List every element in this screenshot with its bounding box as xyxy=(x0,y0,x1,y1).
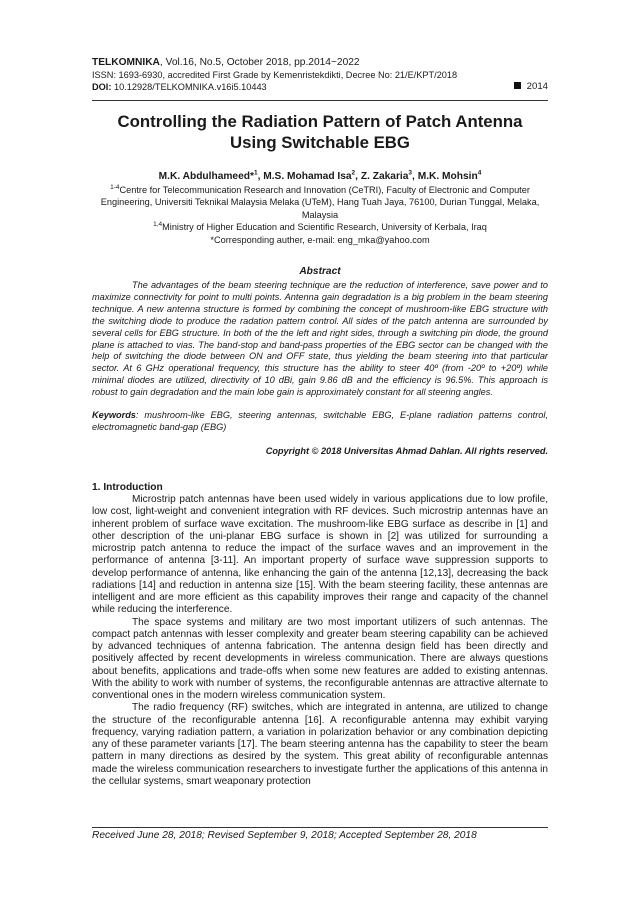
author-sup: 2 xyxy=(351,169,356,177)
journal-line xyxy=(92,57,548,69)
author-3 xyxy=(361,171,412,182)
footer-rule xyxy=(92,827,548,828)
page-number-group xyxy=(514,81,548,93)
header-rule xyxy=(92,100,548,101)
affiliation-2 xyxy=(92,221,548,233)
keywords-label: Keywords xyxy=(92,410,136,420)
doi-label: DOI: xyxy=(92,82,112,93)
paragraph: The radio frequency (RF) switches, which are integrated in antenna, are utilized to change the structure of the reconfigurable antenna [16]. A reconfigurable antenna may exhibit varying frequency, varying radiation pattern, a variation in polarization behavior or any combination depicting any of these parameter variants [17]. The beam steering antenna has the capability to steer the beam pattern in many directions as desired by the system. This great ability of reconfigurable antennas made the wireless communication researchers to investigate further the applications of this antenna in the cellular systems, smart weaponary protection xyxy=(92,702,548,787)
doi-value: 10.12928/TELKOMNIKA.v16i5.10443 xyxy=(111,82,267,93)
author-name: M.K. Mohsin xyxy=(417,171,478,182)
affiliations xyxy=(92,184,548,246)
author-4 xyxy=(418,171,482,182)
title-line-1: Controlling the Radiation Pattern of Patch Antenna xyxy=(117,112,523,131)
paper-title xyxy=(92,112,548,153)
keywords xyxy=(92,410,548,434)
abstract-heading: Abstract xyxy=(299,266,341,277)
author-list: M.K. Abdulhameed*$^1$, M.S. Mohamad Isa$^2$, Z. Zakaria$^3$, M.K. Mohsin$^4$ xyxy=(158,169,482,182)
author-name: M.K. Abdulhameed* xyxy=(158,171,254,182)
corresponding-author: *Corresponding auther, e-mail: eng_mka@yahoo.com xyxy=(210,234,430,245)
journal-info: , Vol.16, No.5, October 2018, pp.2014~2022 xyxy=(159,57,360,68)
affiliation-1 xyxy=(92,184,548,221)
keywords-text: : mushroom-like EBG, steering antennas, switchable EBG, E-plane radiation patterns control, electromagnetic band-gap (EBG) xyxy=(92,410,548,432)
journal-name: TELKOMNIKA xyxy=(92,57,160,68)
author-sup: 1 xyxy=(253,169,258,177)
affiliation-text: Centre for Telecommunication Research and Innovation (CeTRI), Faculty of Electronic and Computer Engineering, Universiti Teknikal Malaysia Melaka (UTeM), Hang Tuah Jaya, 76100, Durian Tunggal, Melaka, Malaysia xyxy=(100,185,540,220)
affiliation-sup: 1-4 xyxy=(110,183,120,191)
doi-line xyxy=(92,81,548,93)
running-header xyxy=(92,57,548,94)
section-heading-introduction: 1. Introduction xyxy=(92,482,163,493)
title-line-2: Using Switchable EBG xyxy=(230,132,410,152)
author-name: M.S. Mohamad Isa xyxy=(263,171,352,182)
author-sup: 4 xyxy=(477,169,482,177)
doi xyxy=(92,81,267,93)
affiliation-sup: 1,4 xyxy=(153,221,163,229)
square-bullet-icon xyxy=(514,82,521,89)
affiliation-text: Ministry of Higher Education and Scientific Research, University of Kerbala, Iraq xyxy=(162,222,487,233)
accreditation: , accredited First Grade by Kemenristekdikti, Decree No: 21/E/KPT/2018 xyxy=(162,70,458,81)
received-dates: Received June 28, 2018; Revised September 9, 2018; Accepted September 28, 2018 xyxy=(92,830,477,841)
author-2 xyxy=(263,171,355,182)
author-1 xyxy=(159,171,258,182)
author-sup: 3 xyxy=(408,169,413,177)
author-name: Z. Zakaria xyxy=(360,171,409,182)
body-text xyxy=(92,494,548,788)
issn-line xyxy=(92,69,548,81)
page-number: 2014 xyxy=(526,81,548,93)
abstract-text: The advantages of the beam steering technique are the reduction of interference, save power and to maximize connectivity for point to multi points. Antenna gain degradation is a big problem in the beam steering technique. A new antenna structure is formed by combining the concept of mushroom-like EBG structure with the switching diode to produce the radation pattern control. All sides of the patch antenna are surrounded by several cells for EBG structure. In both of the the left and right sides, through a switching pin diode, the ground plane is attached to vias. The band-stop and band-pass properties of the EBG sector can be changed with the help of switching the diode between ON and OFF state, thus yielding the beam steering into that particular sector. At 6 GHz operational frequency, this structure has the ability to steer 40º (from -20º to +20º) while minimal diodes are utilized, directivity of 10 dBi, gain 9.86 dB and the efficiency is 96.5%. This approach is robust to gain degradation and the main lobe gain is approximately constant for all steering angles. xyxy=(92,280,548,398)
paragraph: Microstrip patch antennas have been used widely in various applications due to low profile, low cost, light-weight and convenient integration with RF devices. Such microstrip antennas have an inherent problem of surface wave excitation. The mushroom-like EBG surface as describe in [1] and other description of the uni-planar EBG surface is shown in [2] was utilized for surrounding a microstrip patch antenna to reduce the impact of the surface waves and an improvement in the performance of antenna [3-11]. An important property of surface wave suppression supports to develop performance of antenna, like enhancing the gain of the antenna [12,13], decreasing the back radiations [14] and reduction in antenna size [15]. With the beam steering facility, these antennas are intelligent and are more efficient as this capability improves their range and capacity of the channel while reducing the interference. xyxy=(92,494,548,616)
paragraph: The space systems and military are two most important utilizers of such antennas. The compact patch antennas with lesser complexity and greater beam steering capability can be achieved by advanced techniques of antenna fabrication. The antenna design field has been directly and positively affected by recent developments in wireless communication. There are always questions about benefits, applications and trade-offs when some new features are added to existing antennas. With the ability to work with number of systems, the reconfigurable antennas are attractive alternate to conventional ones in the modern wireless communication system. xyxy=(92,616,548,701)
copyright-notice: Copyright © 2018 Universitas Ahmad Dahlan. All rights reserved. xyxy=(265,446,548,456)
issn: ISSN: 1693-6930 xyxy=(92,70,163,81)
